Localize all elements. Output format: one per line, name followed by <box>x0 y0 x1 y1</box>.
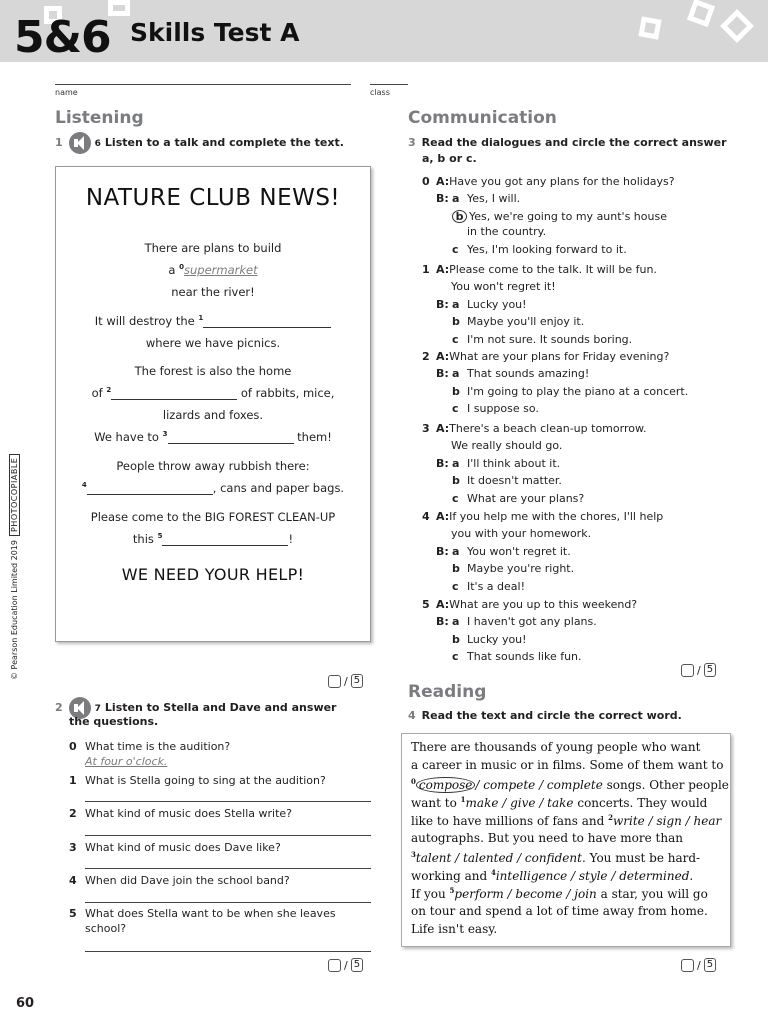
dialogue-4-prompt: 4 A:If you help me with the chores, I'll help <box>422 510 664 523</box>
side-copyright: © Pearson Education Limited 2019PHOTOCOPIABLE <box>10 454 19 680</box>
dialogue-0-prompt: 0 A:Have you got any plans for the holidays? <box>422 175 675 188</box>
reading-line: $^0$ compose / compete / complete songs. Other people <box>411 777 729 792</box>
dialogue-2-option-b[interactable]: b I'm going to play the piano at a concert. <box>452 384 689 398</box>
reading-title: Reading <box>408 682 487 702</box>
word-choice-3[interactable]: talent / talented / confident <box>415 851 582 865</box>
dialogue-3-option-c[interactable]: c What are your plans? <box>452 491 585 505</box>
reading-line: There are thousands of young people who want <box>411 740 701 754</box>
question-3: 3 What kind of music does Dave like? <box>69 841 281 854</box>
photocopiable-label: PHOTOCOPIABLE <box>9 454 20 536</box>
question-4: 4 When did Dave join the school band? <box>69 874 290 887</box>
reading-line: $^3$talent / talented / confident. You must be hard- <box>411 850 701 865</box>
gap-3[interactable] <box>168 432 294 444</box>
name-field[interactable] <box>55 84 351 85</box>
notice-line: People throw away rubbish there: <box>116 459 310 473</box>
reading-line: on tour and spend a lot of time away from home. <box>411 904 708 918</box>
communication-title: Communication <box>408 108 557 128</box>
dialogue-1-option-c[interactable]: c I'm not sure. It sounds boring. <box>452 332 633 346</box>
dialogue-3-prompt: 3 A:There's a beach clean-up tomorrow. <box>422 422 647 435</box>
task2-score: / 5 <box>328 958 363 972</box>
circled-answer: b <box>452 210 467 223</box>
page-number: 60 <box>16 996 35 1011</box>
dialogue-2-option-a[interactable]: B: a That sounds amazing! <box>436 367 590 381</box>
dialogue-0-option-b[interactable]: b Yes, we're going to my aunt's house <box>436 209 667 224</box>
dialogue-1-prompt: You won't regret it! <box>451 280 556 294</box>
gap-5[interactable] <box>162 534 288 546</box>
task3-instruction-line2: a, b or c. <box>422 152 477 165</box>
dialogue-3-option-a[interactable]: B: a I'll think about it. <box>436 456 561 470</box>
answer-line[interactable] <box>85 951 371 952</box>
gap-2[interactable] <box>111 388 237 400</box>
page-header <box>0 0 768 62</box>
listening-title: Listening <box>55 108 144 128</box>
task1-score: / 5 <box>328 674 363 688</box>
notice-line: $^4$ , cans and paper bags. <box>81 481 345 495</box>
example-answer: supermarket <box>183 263 258 277</box>
notice-title: NATURE CLUB NEWS! <box>85 185 341 211</box>
task3-score: / 5 <box>681 663 716 677</box>
notice-line: lizards and foxes. <box>162 408 264 422</box>
dialogue-0-option-b-cont: in the country. <box>467 225 547 239</box>
dialogue-5-option-c[interactable]: c That sounds like fun. <box>452 650 582 664</box>
word-choice-4[interactable]: intelligence / style / determined <box>495 869 690 883</box>
dialogue-1-prompt: 1 A:Please come to the talk. It will be fun. <box>422 263 657 276</box>
score-box[interactable] <box>681 959 694 972</box>
dialogue-5-option-a[interactable]: B: a I haven't got any plans. <box>436 615 597 629</box>
class-label: class <box>370 88 390 97</box>
dialogue-4-option-a[interactable]: B: a You won't regret it. <box>436 544 571 558</box>
notice-line: where we have picnics. <box>145 336 281 350</box>
dialogue-1-option-b[interactable]: b Maybe you'll enjoy it. <box>452 315 585 329</box>
decor-square <box>687 0 715 27</box>
dialogue-4-prompt: you with your homework. <box>451 527 592 541</box>
example-answer: At four o'clock. <box>85 755 168 768</box>
notice-line: The forest is also the home <box>134 364 292 378</box>
circled-answer: compose <box>416 777 476 793</box>
task4-instruction: 4 Read the text and circle the correct word. <box>408 709 682 722</box>
reading-line: autographs. But you need to have more than <box>411 831 683 845</box>
dialogue-4-option-c[interactable]: c It's a deal! <box>452 579 526 593</box>
task4-score: / 5 <box>681 958 716 972</box>
question-1: 1 What is Stella going to sing at the audition? <box>69 774 326 787</box>
notice-line: a $^0$supermarket <box>168 263 258 277</box>
word-choice-1[interactable]: make / give / take <box>465 796 574 810</box>
page-title: Skills Test A <box>130 18 300 47</box>
notice-line: near the river! <box>171 285 255 299</box>
dialogue-3-option-b[interactable]: b It doesn't matter. <box>452 474 562 488</box>
notice-line: It will destroy the $^1$ <box>56 314 370 328</box>
decor-square <box>720 9 754 43</box>
reading-line: Life isn't easy. <box>411 922 498 936</box>
task2-instruction: 2 7 Listen to Stella and Dave and answer <box>55 697 337 719</box>
reading-line: want to $^1$make / give / take concerts. They would <box>411 795 708 810</box>
task1-instruction: 1 6 Listen to a talk and complete the text. <box>55 132 344 154</box>
answer-line[interactable] <box>85 868 371 869</box>
dialogue-0-option-c[interactable]: c Yes, I'm looking forward to it. <box>452 242 627 256</box>
reading-line: like to have millions of fans and $^2$write / sign / hear <box>411 813 722 828</box>
gap-1[interactable] <box>203 316 331 328</box>
task3-instruction: 3 Read the dialogues and circle the correct answer <box>408 136 727 149</box>
dialogue-2-option-c[interactable]: c I suppose so. <box>452 402 539 416</box>
gap-4[interactable] <box>87 483 213 495</box>
notice-line: We have to $^3$ them! <box>94 430 332 444</box>
decor-square <box>108 0 130 16</box>
score-box[interactable] <box>328 675 341 688</box>
reading-line: If you $^5$perform / become / join a star, you will go <box>411 886 708 901</box>
answer-line[interactable] <box>85 801 371 802</box>
reading-text-box <box>401 733 731 947</box>
answer-line[interactable] <box>85 902 371 903</box>
word-choice-5[interactable]: perform / become / join <box>454 887 597 901</box>
name-label: name <box>55 88 78 97</box>
audio-icon[interactable] <box>69 132 91 154</box>
notice-footer: WE NEED YOUR HELP! <box>121 565 305 584</box>
dialogue-0-option-a[interactable]: B: a Yes, I will. <box>436 192 521 206</box>
task2-instruction-line2: the questions. <box>69 715 159 728</box>
dialogue-2-prompt: 2 A:What are your plans for Friday evening? <box>422 350 670 363</box>
word-choice-2[interactable]: write / sign / hear <box>613 814 722 828</box>
score-box[interactable] <box>328 959 341 972</box>
dialogue-3-prompt: We really should go. <box>451 439 563 453</box>
dialogue-4-option-b[interactable]: b Maybe you're right. <box>452 562 575 576</box>
notice-line: this $^5$ ! <box>132 532 294 546</box>
notice-line: There are plans to build <box>144 241 282 255</box>
reading-line: working and $^4$intelligence / style / determined. <box>411 868 694 883</box>
notice-line: of $^2$ of rabbits, mice, <box>91 386 335 400</box>
class-field[interactable] <box>370 84 408 85</box>
dialogue-5-prompt: 5 A:What are you up to this weekend? <box>422 598 638 611</box>
question-0: 0 What time is the audition? <box>69 740 231 753</box>
unit-number: 5&6 <box>14 12 111 63</box>
dialogue-5-option-b[interactable]: b Lucky you! <box>452 632 527 646</box>
dialogue-1-option-a[interactable]: B: a Lucky you! <box>436 297 527 311</box>
question-2: 2 What kind of music does Stella write? <box>69 807 293 820</box>
score-box[interactable] <box>681 664 694 677</box>
answer-line[interactable] <box>85 835 371 836</box>
reading-line: a career in music or in films. Some of them want to <box>411 758 724 772</box>
nature-club-notice <box>55 166 371 642</box>
decor-square <box>638 16 661 39</box>
notice-line: Please come to the BIG FOREST CLEAN-UP <box>90 510 336 524</box>
question-5: 5 What does Stella want to be when she leaves school? <box>69 907 336 935</box>
